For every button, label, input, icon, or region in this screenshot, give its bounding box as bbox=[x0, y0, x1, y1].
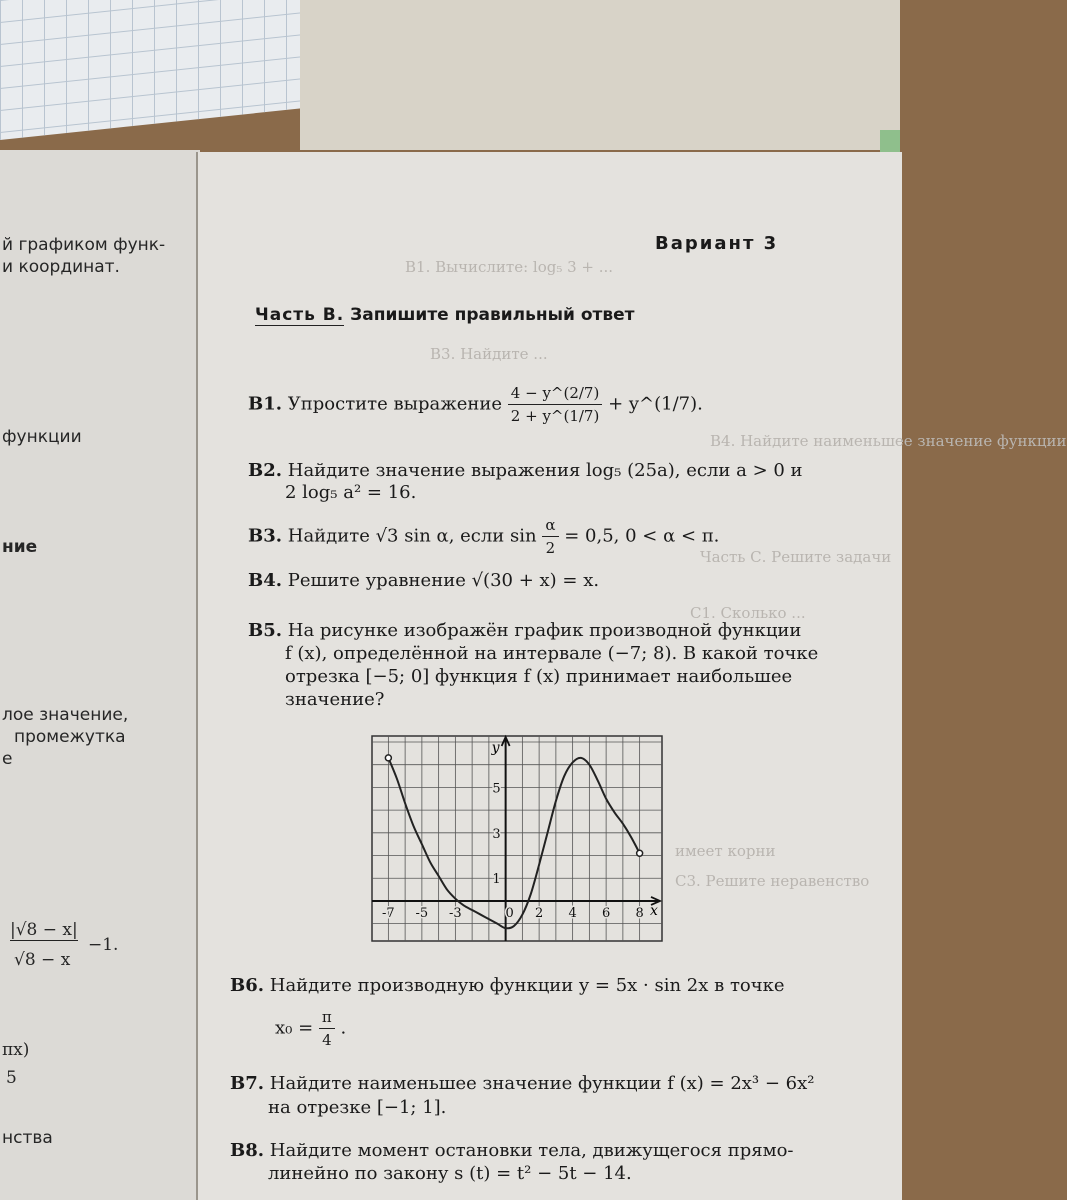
task-b3 bbox=[248, 514, 719, 559]
task-b8-line2: линейно по закону s (t) = t² − 5t − 14. bbox=[268, 1163, 632, 1184]
task-b8 bbox=[230, 1140, 794, 1162]
task-b7-line1: Найдите наименьшее значение функции f (x) = 2x³ − 6x² bbox=[269, 1073, 815, 1094]
show-through-1: В1. Вычислите: log₅ 3 + ... bbox=[405, 258, 614, 276]
graph-paper-background bbox=[0, 0, 320, 140]
task-b7-line2: на отрезке [−1; 1]. bbox=[268, 1097, 447, 1118]
part-label: Часть В. bbox=[255, 305, 345, 325]
left-line-5: лое значение, bbox=[2, 705, 129, 725]
task-b2-line1: Найдите значение выражения log₅ (25a), если a > 0 и bbox=[287, 460, 803, 481]
task-b2-label: В2. bbox=[248, 460, 283, 481]
task-b3-fraction bbox=[542, 514, 558, 559]
task-b1-den: 2 + y^(1/7) bbox=[510, 407, 600, 425]
x-tick-label: -7 bbox=[382, 905, 395, 921]
open-endpoint-left bbox=[385, 755, 391, 761]
x-tick-label: 4 bbox=[568, 905, 577, 921]
task-b6-den: 4 bbox=[322, 1031, 332, 1049]
left-line-7: е bbox=[2, 749, 13, 769]
task-b6-line1: Найдите производную функции y = 5x · sin 2x в точке bbox=[269, 975, 785, 996]
task-b6 bbox=[230, 975, 785, 997]
task-b3-den: 2 bbox=[545, 539, 556, 557]
task-b5-line4: значение? bbox=[285, 689, 385, 710]
task-b1-text: Упростите выражение bbox=[287, 393, 503, 415]
task-b7-label: В7. bbox=[230, 1073, 265, 1094]
task-b6-lhs: x₀ = bbox=[275, 1017, 314, 1039]
part-text: Запишите правильный ответ bbox=[350, 305, 635, 325]
task-b2-line2: 2 log₅ a² = 16. bbox=[285, 482, 417, 503]
y-axis-label: y bbox=[491, 740, 500, 756]
left-line-6: промежутка bbox=[14, 727, 126, 747]
y-tick-label: 1 bbox=[492, 872, 501, 888]
task-b4-text: Решите уравнение √(30 + x) = x. bbox=[287, 570, 600, 591]
derivative-graph bbox=[372, 736, 662, 941]
left-line-3: функции bbox=[2, 427, 82, 447]
task-b5-line2: f (x), определённой на интервале (−7; 8). В какой точке bbox=[285, 643, 819, 664]
task-b3-tail: = 0,5, 0 < α < π. bbox=[564, 525, 720, 547]
show-through-7: С3. Решите неравенство bbox=[675, 872, 870, 890]
left-line-5: 5 bbox=[6, 1068, 17, 1088]
task-b4-label: В4. bbox=[248, 570, 283, 591]
task-b2 bbox=[248, 460, 803, 482]
task-b3-num: α bbox=[542, 514, 558, 537]
left-line-4: ние bbox=[2, 537, 38, 557]
task-b1 bbox=[248, 382, 703, 427]
task-b1-label: В1. bbox=[248, 393, 283, 415]
x-tick-label: 2 bbox=[534, 905, 544, 921]
left-line-2: и координат. bbox=[2, 257, 120, 277]
task-b6-line2 bbox=[275, 1006, 346, 1051]
derivative-curve bbox=[388, 758, 639, 928]
show-through-6: имеет корни bbox=[675, 842, 776, 860]
left-line-1: й графиком функ- bbox=[2, 235, 166, 255]
task-b3-label: В3. bbox=[248, 525, 283, 547]
task-b5-line3: отрезка [−5; 0] функция f (x) принимает наибольшее bbox=[285, 666, 793, 687]
x-axis-label: x bbox=[650, 902, 658, 919]
variant-title: Вариант 3 bbox=[655, 233, 779, 254]
task-b1-tail: + y^(1/7). bbox=[608, 393, 703, 415]
part-heading bbox=[255, 305, 635, 325]
left-page bbox=[0, 150, 200, 1200]
x-tick-label: 0 bbox=[505, 905, 514, 921]
task-b1-fraction bbox=[508, 382, 603, 427]
left-frac-tail: −1. bbox=[88, 935, 119, 955]
task-b6-num: π bbox=[319, 1006, 335, 1029]
task-b5-label: В5. bbox=[248, 620, 283, 641]
task-b8-line1: Найдите момент остановки тела, движущегося прямо- bbox=[269, 1140, 794, 1161]
left-frac-den: √8 − x bbox=[14, 950, 71, 970]
show-through-2: В3. Найдите ... bbox=[430, 345, 548, 363]
task-b1-num: 4 − y^(2/7) bbox=[508, 382, 603, 405]
x-tick-label: -3 bbox=[449, 905, 462, 921]
task-b7 bbox=[230, 1073, 814, 1095]
x-tick-label: -5 bbox=[415, 905, 429, 921]
task-b5 bbox=[248, 620, 801, 642]
left-line-pi: πx) bbox=[2, 1040, 30, 1060]
y-tick-label: 3 bbox=[492, 826, 501, 842]
open-endpoint-right bbox=[637, 850, 643, 856]
task-b6-tail: . bbox=[340, 1017, 347, 1039]
show-through-5: С1. Сколько ... bbox=[690, 604, 806, 622]
task-b6-fraction bbox=[319, 1006, 335, 1051]
left-line-last: нства bbox=[2, 1128, 53, 1148]
task-b4 bbox=[248, 570, 599, 592]
x-tick-label: 8 bbox=[635, 905, 644, 921]
show-through-3: В4. Найдите наименьшее значение функции bbox=[710, 432, 1067, 450]
task-b6-label: В6. bbox=[230, 975, 265, 996]
y-tick-label: 5 bbox=[492, 781, 501, 797]
x-tick-label: 6 bbox=[601, 905, 611, 921]
show-through-4: Часть С. Решите задачи bbox=[700, 548, 892, 566]
task-b8-label: В8. bbox=[230, 1140, 265, 1161]
task-b5-line1: На рисунке изображён график производной функции bbox=[287, 620, 802, 641]
background-sheet bbox=[300, 0, 900, 150]
task-b3-text: Найдите √3 sin α, если sin bbox=[287, 525, 537, 547]
left-frac-num: |√8 − x| bbox=[10, 920, 78, 940]
